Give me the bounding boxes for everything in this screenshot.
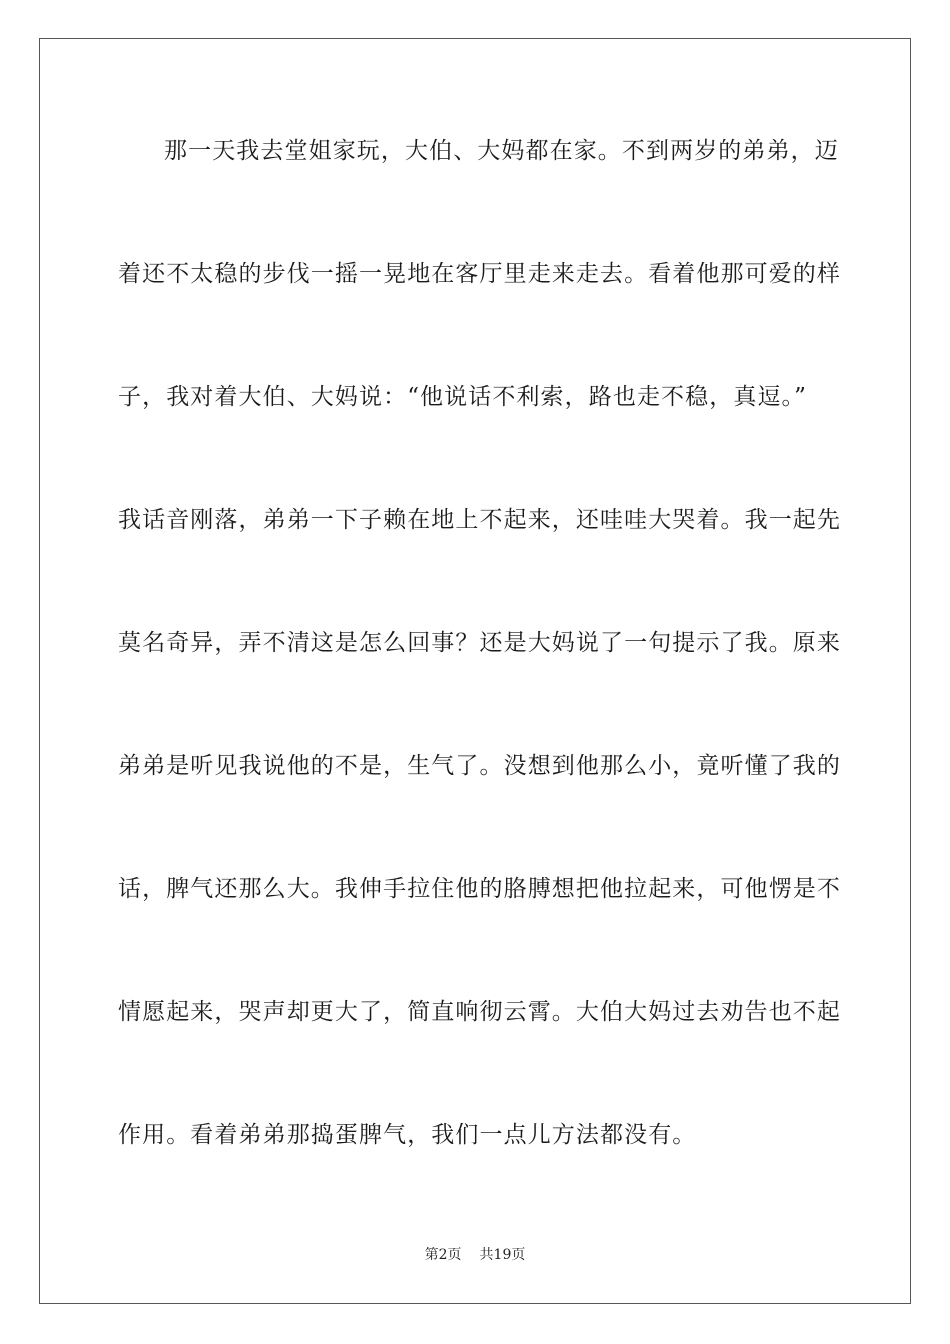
paragraph-line: 莫名奇异，弄不清这是怎么回事？还是大妈说了一句提示了我。原来 — [118, 630, 841, 656]
paragraph-line: 话，脾气还那么大。我伸手拉住他的胳膊想把他拉起来，可他愣是不 — [118, 876, 841, 902]
page-footer — [0, 1246, 950, 1264]
paragraph-line: 我话音刚落，弟弟一下子赖在地上不起来，还哇哇大哭着。我一起先 — [118, 507, 841, 533]
page-number: 第2页 — [424, 1247, 462, 1263]
paragraph-line: 弟弟是听见我说他的不是，生气了。没想到他那么小，竟听懂了我的 — [118, 753, 841, 779]
paragraph-line: 着还不太稳的步伐一摇一晃地在客厅里走来走去。看着他那可爱的样 — [118, 261, 841, 287]
page-border — [39, 38, 911, 1304]
paragraph-line: 那一天我去堂姐家玩，大伯、大妈都在家。不到两岁的弟弟，迈 — [164, 138, 839, 164]
paragraph-line: 子，我对着大伯、大妈说：“他说话不利索，路也走不稳，真逗。” — [118, 384, 808, 410]
total-pages: 共19页 — [479, 1247, 526, 1263]
paragraph-line: 情愿起来，哭声却更大了，简直响彻云霄。大伯大妈过去劝告也不起 — [118, 999, 841, 1025]
paragraph-line: 作用。看着弟弟那捣蛋脾气，我们一点儿方法都没有。 — [118, 1122, 697, 1148]
